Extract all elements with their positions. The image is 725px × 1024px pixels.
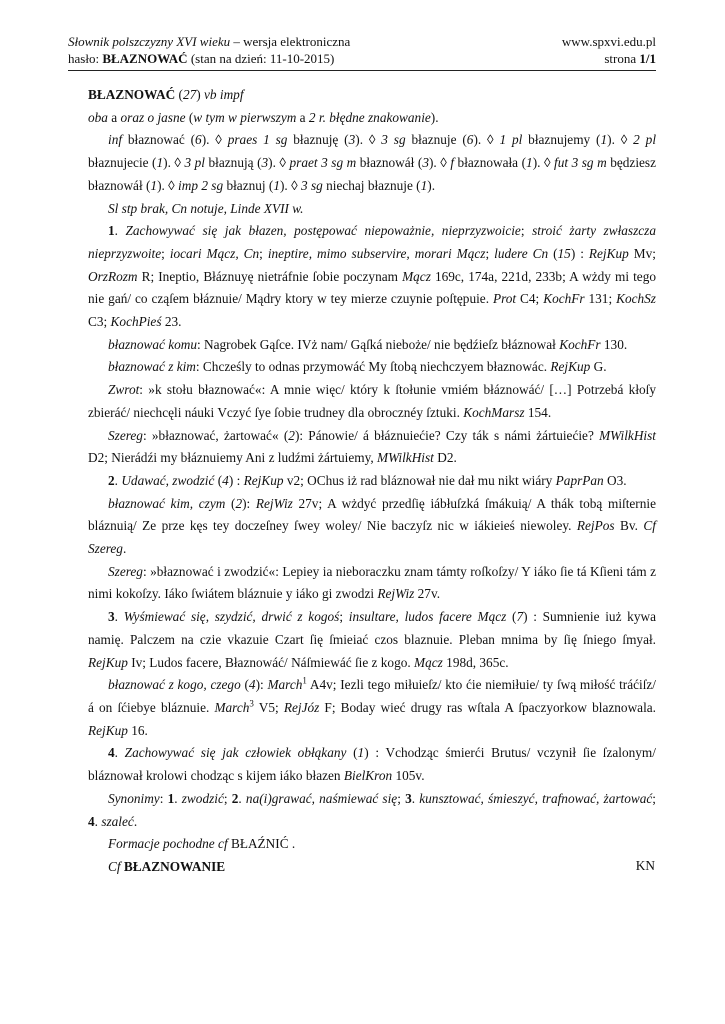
text-run: ; — [339, 609, 349, 625]
page-number: strona 1/1 — [604, 51, 656, 66]
text-run: błaznować ( — [122, 132, 196, 148]
text-run: 3 — [422, 155, 429, 171]
text-run: oraz o jasne — [120, 109, 186, 125]
text-run: RejJóz — [283, 699, 320, 715]
text-run: stroić żarty zwłaszcza nieprzyzwoite — [88, 223, 656, 261]
text-run: inf — [108, 132, 123, 148]
text-run: 1 pl — [499, 132, 523, 148]
text-run: ). ◊ — [157, 177, 179, 193]
entry-headword-line — [88, 84, 656, 107]
text-run: imp 2 sg — [178, 177, 224, 193]
text-run: ) : — [570, 245, 589, 261]
text-run: . — [114, 609, 124, 625]
text-run: szaleć — [101, 813, 134, 829]
text-run: RejPos — [576, 518, 615, 534]
text-run: 6 — [195, 132, 202, 148]
text-run: BŁAZNOWAĆ — [88, 87, 176, 102]
text-run: oba — [88, 109, 108, 125]
text-run: Synonimy — [108, 790, 160, 806]
entry-body — [88, 129, 656, 878]
text-run: ). — [430, 109, 439, 125]
text-run: niechaj błaznuje ( — [322, 177, 421, 193]
text-run: 16. — [127, 722, 148, 738]
text-run: a — [296, 109, 309, 125]
text-run: ). ◊ — [280, 177, 301, 193]
text-run: błaznowała ( — [454, 155, 527, 171]
text-run: . — [114, 223, 126, 239]
text-run: ). — [427, 177, 436, 193]
text-run: 3 — [261, 155, 269, 171]
text-run: MWilkHist — [599, 427, 656, 443]
text-run: 27v. — [414, 586, 441, 602]
text-run: błaznujemy ( — [522, 132, 601, 148]
text-run: ). ◊ — [473, 132, 500, 148]
text-run: ineptire, mimo subservire, morari Mącz — [267, 245, 486, 261]
text-run: R; Ineptio, Błáznuyę nietráfnie ſobie poczynam — [137, 268, 403, 284]
entry-paragraph — [88, 356, 656, 379]
text-run: Iv; Ludos facere, Błaznowáć/ Náſmiewáć ſie z kogo. — [127, 654, 415, 670]
text-run: Zwrot — [108, 382, 140, 398]
text-run: 2 — [108, 472, 115, 488]
text-run: ( — [185, 109, 194, 125]
text-run: March — [214, 699, 250, 715]
text-run: Mącz — [414, 654, 443, 670]
text-run: . — [133, 813, 138, 829]
text-run: : »błaznować i zwodzić«: Lepiey ia nieboraczku znam támty roſkoſzy/ Y iáko ſie tá Kſieni tám z nimi kokoſzy. Iáko ſwiátem bláznuie y iáko gi zwodzi — [88, 563, 656, 602]
text-run: błaznujecie ( — [88, 155, 157, 171]
text-run: ). ◊ — [268, 155, 290, 171]
text-run: 3 sg — [381, 132, 406, 148]
header-row-2 — [68, 50, 656, 67]
header-divider — [68, 70, 656, 71]
text-run: błaznować kim, czym — [108, 495, 226, 511]
entry-paragraph — [88, 833, 656, 856]
entry-paragraph — [88, 606, 656, 674]
text-run: Prot — [492, 291, 517, 307]
text-run: ; — [397, 790, 406, 806]
text-run: BŁAŹNIĆ . — [227, 836, 296, 852]
text-run: 130. — [600, 336, 628, 352]
text-run: 2 r. błędne znakowanie — [308, 109, 431, 125]
text-run: błaznują ( — [205, 155, 262, 171]
text-run: March — [267, 677, 303, 693]
text-run: ). ◊ — [428, 155, 451, 171]
text-run: błaznować z kim — [108, 359, 196, 375]
text-run: 1 — [167, 790, 175, 806]
text-run: KochFr — [543, 291, 585, 307]
text-run: błaznuj ( — [223, 177, 274, 193]
text-run: G. — [590, 359, 607, 375]
dictionary-title: Słownik polszczyzny XVI wieku – wersja elektroniczna — [68, 34, 351, 49]
text-run: F; Boday wieć drugy ras wſtala A ſpaczyorkow blaznowala. — [319, 699, 656, 715]
entry-paragraph — [88, 856, 656, 879]
entry-paragraph — [88, 788, 656, 833]
text-run: 3 — [108, 609, 115, 625]
text-run: KochMarsz — [463, 404, 525, 420]
text-run: 1 — [302, 675, 307, 686]
text-run: KochPieś — [110, 314, 162, 330]
text-run: ). ◊ — [163, 155, 185, 171]
text-run: Udawać, zwodzić — [121, 472, 215, 488]
text-run: Zachowywać się jak człowiek obłąkany — [124, 745, 347, 761]
entry-paragraph — [88, 425, 656, 470]
text-run: f — [450, 155, 455, 171]
text-run: 7 — [516, 609, 524, 625]
text-run: 1 — [526, 155, 533, 171]
entry-paragraph — [88, 674, 656, 742]
text-run: ; — [223, 790, 232, 806]
text-run: 3 — [348, 132, 356, 148]
text-run: . — [114, 745, 125, 761]
text-run: v2; OChus iż rad bláznował nie dał mu nikt wiáry — [283, 472, 556, 488]
text-run: ( — [225, 495, 236, 511]
text-run: praet 3 sg m — [289, 155, 357, 171]
text-run: 3 sg — [300, 177, 323, 193]
page-header — [68, 33, 656, 67]
text-run: BŁAZNOWANIE — [123, 858, 226, 874]
text-run: Mv; — [628, 245, 656, 261]
text-run: błaznować z kogo, czego — [108, 677, 241, 693]
text-run: ) : Vchodząc śmierći Brutus/ vczynił ſie ſzalonym/ bláznował krolowi chodząc s kijem iáko błazen — [88, 745, 656, 784]
text-run: C4; — [516, 291, 544, 307]
text-run: fut 3 sg m — [554, 155, 607, 171]
text-run: ). ◊ — [607, 132, 634, 148]
entry-paragraph — [88, 379, 656, 424]
text-run: RejKup — [88, 654, 128, 670]
text-run: 4 — [88, 813, 95, 829]
text-run: ; — [259, 245, 268, 261]
text-run: 6 — [466, 132, 474, 148]
text-run: iocari Mącz, Cn — [169, 245, 260, 261]
text-run: 2 — [235, 495, 243, 511]
text-run: insultare, ludos facere Mącz — [348, 609, 507, 625]
text-run: Cf Szereg — [88, 518, 656, 557]
text-run: 27v; A wżdyć przedſię iábłuſzká ſmákuią/ A thák tobą miſternie bláznuią/ Ze prze kęs tey doczeſney ſwey woley/ Nie baczyſz nic w iákieieś niewoley. — [88, 495, 656, 534]
text-run: KochSz — [616, 291, 656, 307]
text-run: Wyśmiewać się, szydzić, drwić z kogoś — [123, 609, 340, 625]
text-run: ). ◊ — [355, 132, 382, 148]
header-row-1 — [68, 33, 656, 50]
text-run: ( — [506, 609, 517, 625]
text-run: ; — [520, 223, 533, 239]
text-run: . — [411, 790, 420, 806]
text-run: 1 — [600, 132, 608, 148]
text-run: : Chcześly to odnas przymowáć My ſtobą niechczyem błaznowác. — [195, 359, 551, 375]
text-run: RejKup — [88, 722, 128, 738]
text-run: : »błaznować, żartować« ( — [142, 427, 289, 443]
text-run: : Nagrobek Gąſce. IVż nam/ Gąſká nieboże/ nie będźieſz błáznował — [197, 336, 560, 352]
text-run: 131; — [584, 291, 617, 307]
text-run: RejWiz — [255, 495, 293, 511]
text-run: RejKup — [243, 472, 284, 488]
text-run: 1 — [357, 745, 365, 761]
text-run: 198d, 365c. — [442, 654, 509, 670]
text-run: Cf — [108, 858, 121, 874]
author-initials: KN — [635, 858, 655, 873]
entry-paragraph — [88, 198, 656, 221]
text-run: 15 — [557, 245, 571, 261]
text-run: ( — [175, 87, 183, 102]
text-run: . — [94, 813, 102, 829]
text-run: 3 — [405, 790, 412, 806]
entry-paragraph — [88, 220, 656, 334]
text-run: A4v; Iezli tego miłuieſz/ kto ćie niemiłuie/ ty ſwą miłość tráćiſz/ á on ſćiebye bláznuie. — [88, 677, 656, 715]
text-run: . — [114, 472, 122, 488]
text-run: 1 — [420, 177, 428, 193]
text-run: praes 1 sg — [227, 132, 288, 148]
text-run: ( — [346, 745, 358, 761]
text-run: 4 — [248, 677, 256, 693]
text-run: kunsztować, śmieszyć, trafnować, żartować — [419, 790, 653, 806]
text-run: Szereg — [108, 563, 143, 579]
text-run: błaznuje ( — [405, 132, 467, 148]
entry-paragraph — [88, 334, 656, 357]
text-run: 3 pl — [184, 155, 206, 171]
entry-paragraph — [88, 493, 656, 561]
text-run: ; — [652, 790, 656, 806]
text-run: 1 — [150, 177, 158, 193]
entry-paragraph — [88, 470, 656, 493]
text-run: 105v. — [392, 768, 425, 784]
text-run: ) — [196, 87, 205, 102]
text-run: 1 — [108, 223, 115, 239]
text-run: C3; — [88, 314, 111, 330]
text-run: : — [159, 790, 168, 806]
text-run: BielKron — [343, 768, 393, 784]
text-run: O3. — [603, 472, 627, 488]
text-run: Mącz — [402, 268, 431, 284]
text-run: ludere Cn — [494, 245, 549, 261]
entry-paragraph — [88, 742, 656, 787]
text-run: ) : — [228, 472, 244, 488]
text-run: ). ◊ — [201, 132, 228, 148]
entry-note-line — [88, 107, 656, 130]
text-run: V5; — [253, 699, 284, 715]
text-run: 2 — [288, 427, 295, 443]
website-link[interactable]: www.spxvi.edu.pl — [561, 34, 656, 49]
dictionary-entry — [88, 84, 656, 879]
text-run: RejWiz — [377, 586, 415, 602]
text-run: błaznuję ( — [287, 132, 349, 148]
text-run: będziesz błaznowáł ( — [88, 155, 656, 193]
text-run: ): — [255, 677, 268, 693]
text-run: . — [238, 790, 246, 806]
text-run: w tym w pierwszym — [193, 109, 297, 125]
text-run: 3 — [249, 698, 254, 709]
text-run: ( — [240, 677, 249, 693]
text-run: 27 — [182, 87, 197, 102]
text-run: Formacje pochodne cf — [108, 836, 228, 852]
text-run: RejKup — [550, 359, 591, 375]
text-run: ) : Sumnienie iuż kywa namię. Palczem na czie vkazuie Czart ſię ſmieiać czos blaznuie. Pleban mnima by ſię ſniego ſmyał. — [88, 609, 656, 647]
entry-paragraph — [88, 129, 656, 197]
text-run: 1 — [156, 155, 164, 171]
text-run: : »k stołu błaznować«: A mnie więc/ który k ſtołunie vmiém błáznowáć/ […] Potrzebá kłoſy zbieráć/ niechcęli náuki Vczyć ſye ſobie trudney dla obrocznéy ſztuki. — [88, 382, 656, 420]
text-run: 1 — [273, 177, 280, 193]
text-run: na(i)grawać, naśmiewać się — [245, 790, 398, 806]
text-run: 4 — [108, 745, 115, 761]
text-run: . — [122, 541, 127, 557]
text-run: vb impf — [204, 87, 244, 102]
text-run: 2 pl — [633, 132, 657, 148]
text-run: Bv. — [614, 518, 644, 534]
text-run: ; — [485, 245, 495, 261]
text-run: 154. — [524, 404, 552, 420]
text-run: KochFr — [559, 336, 601, 352]
text-run: 169c, 174a, 221d, 233b; A wżdy mi tego nie gań/ co cząſem błáznuie/ Mądry ktory w tey mierze czuynie poſtępuie. — [88, 268, 656, 307]
text-run: ). ◊ — [532, 155, 555, 171]
text-run: 23. — [161, 314, 182, 330]
text-run: D2; Nierádźi my błáznuiemy Ani z ludźmi żártuiemy, — [88, 450, 377, 466]
text-run: RejKup — [588, 245, 629, 261]
text-run: . — [174, 790, 182, 806]
text-run: Szereg — [108, 427, 143, 443]
text-run: ): Pánowie/ á błáznuiećie? Czy ták s námi żártuiećie? — [294, 427, 600, 443]
text-run: błaznować komu — [108, 336, 198, 352]
text-run: a — [107, 109, 121, 125]
entry-label: hasło: BŁAZNOWAĆ (stan na dzień: 11-10-2015) — [68, 51, 335, 66]
text-run: ( — [214, 472, 223, 488]
text-run: MWilkHist — [377, 450, 434, 466]
text-run: ): — [242, 495, 256, 511]
text-run: 2 — [231, 790, 239, 806]
text-run: zwodzić — [181, 790, 224, 806]
text-run: 4 — [222, 472, 229, 488]
text-run: ( — [548, 245, 558, 261]
text-run: Zachowywać się jak błazen, postępować niepoważnie, nieprzyzwoicie — [125, 223, 521, 239]
entry-headline — [88, 84, 656, 129]
text-run: OrzRozm — [88, 268, 138, 284]
text-run: błaznowáł ( — [356, 155, 423, 171]
text-run: D2. — [433, 450, 457, 466]
entry-paragraph — [88, 561, 656, 606]
text-run: ; — [161, 245, 170, 261]
text-run: Sl stp brak, Cn notuje, Linde XVII w. — [108, 200, 304, 216]
text-run: PaprPan — [555, 472, 604, 488]
